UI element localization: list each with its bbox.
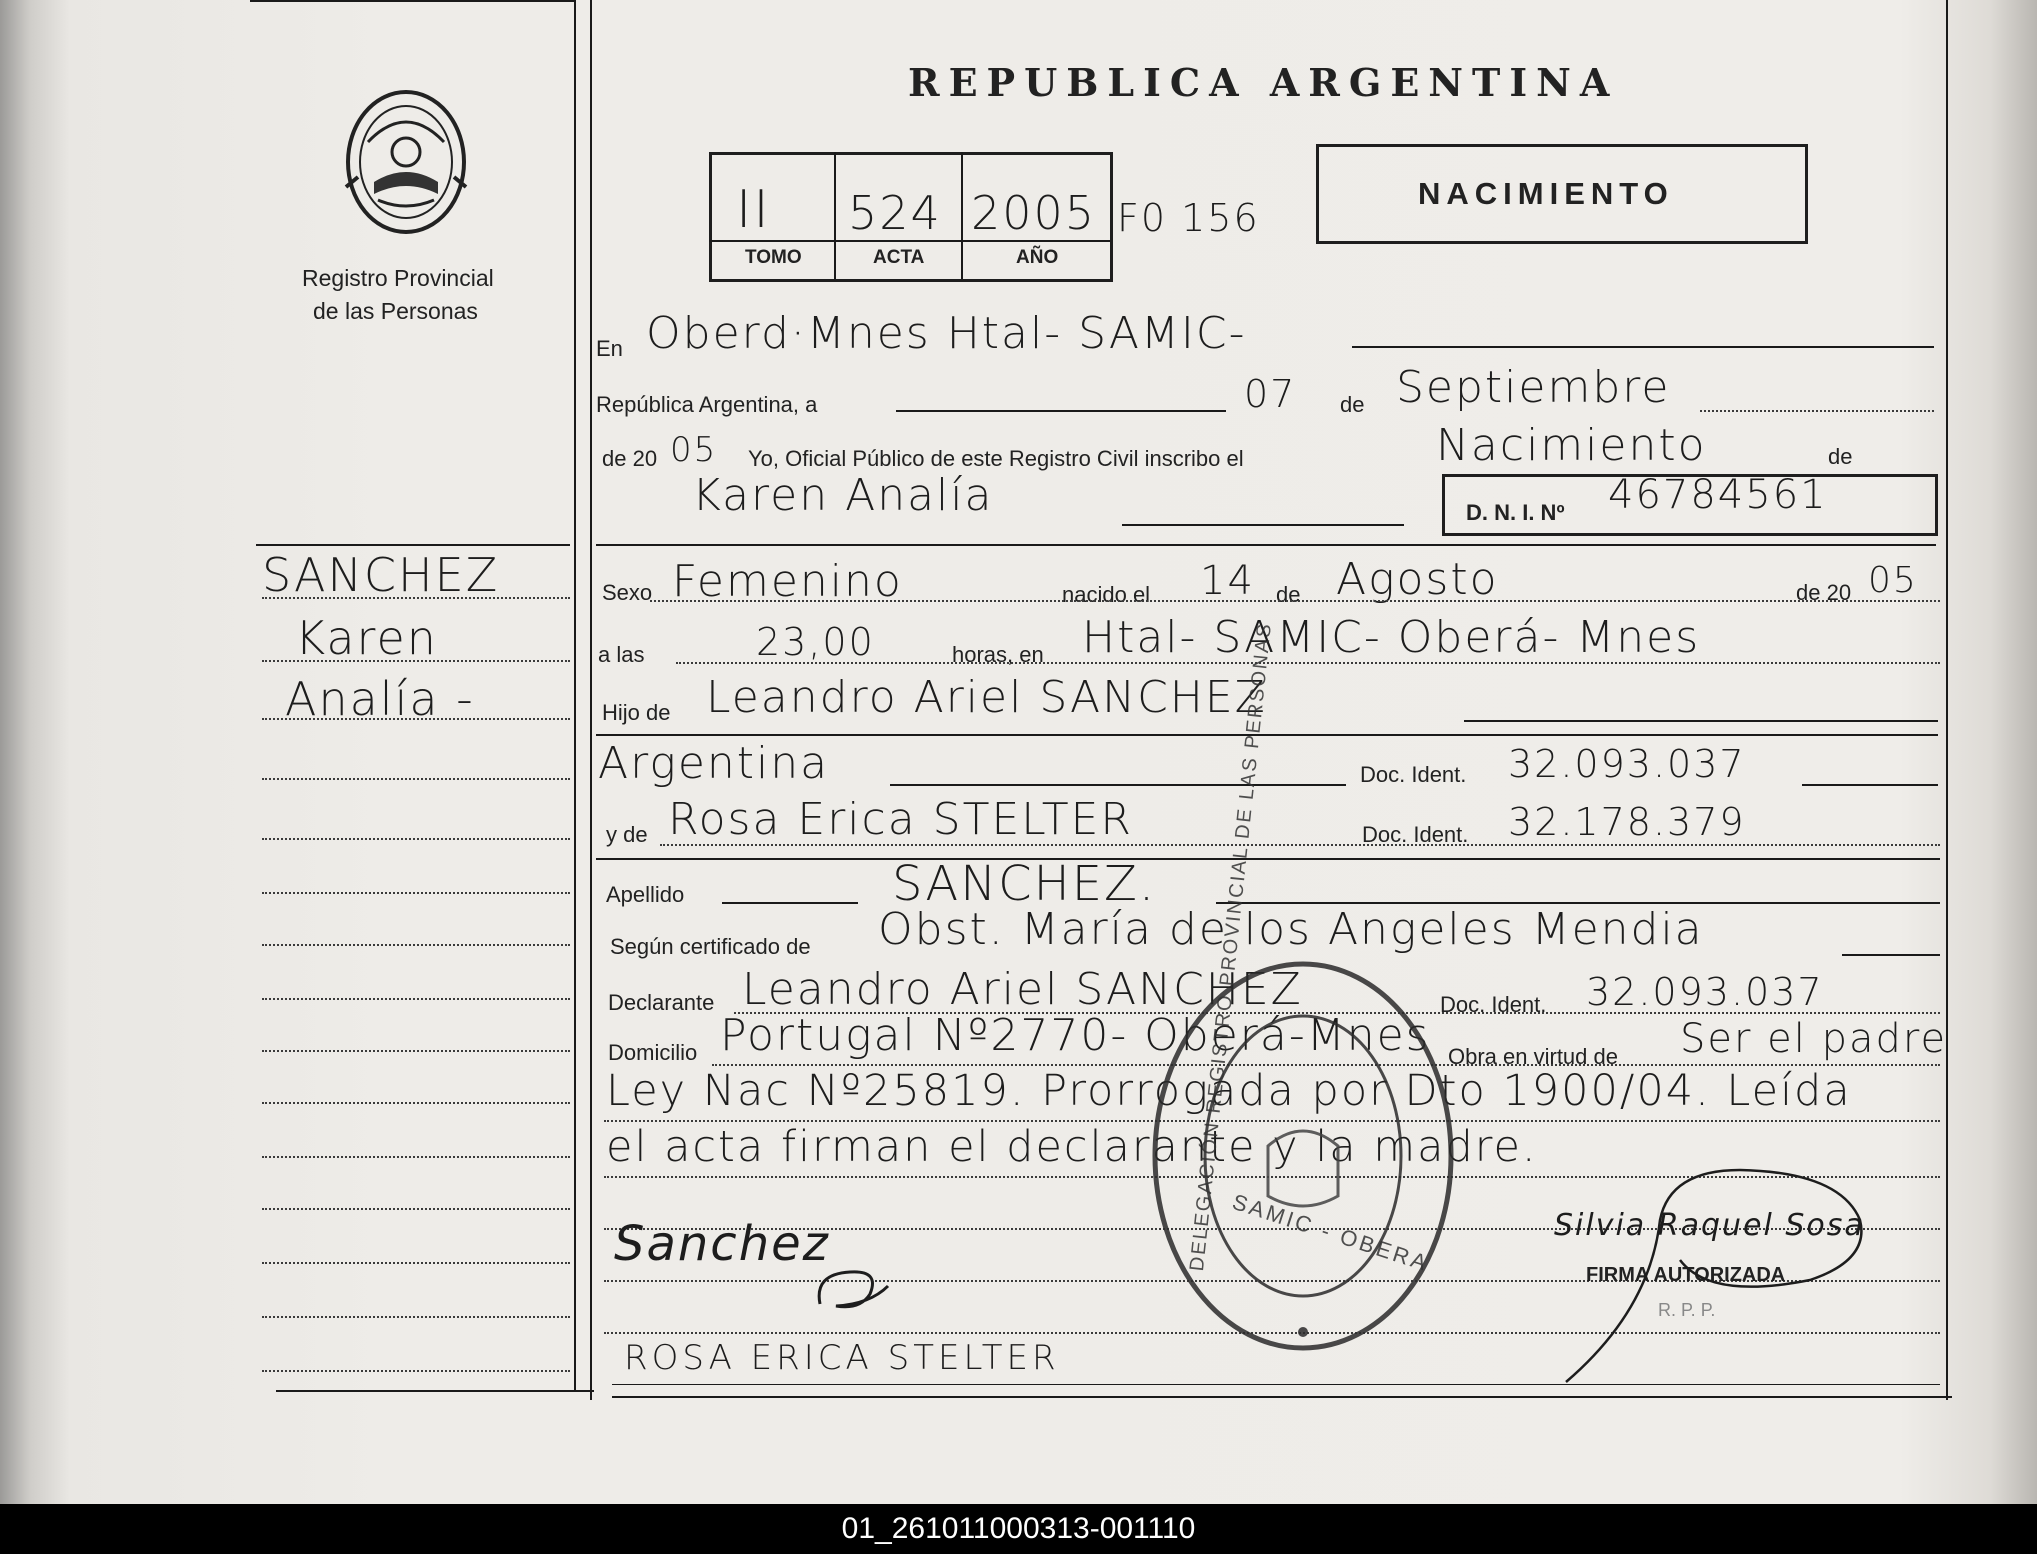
- margin-dotted-line-7: [262, 944, 570, 946]
- segun-underline: [1842, 954, 1940, 956]
- margin-dotted-line-15: [262, 1370, 570, 1372]
- mother-name: Rosa Erica STELTER: [668, 794, 1133, 845]
- registration-de-label: de: [1340, 392, 1365, 417]
- father-name: Leandro Ariel SANCHEZ: [706, 672, 1267, 723]
- birth-month: Agosto: [1336, 554, 1499, 605]
- record-id-label-rule: [709, 240, 1110, 242]
- declarant-signature-flourish: [810, 1264, 894, 1314]
- stamp-ring-text: DELEGACIÓN REGISTRO PROVINCIAL DE LAS PERSONAS: [1186, 621, 1277, 1273]
- certificate-issuer: Obst. María de los Angeles Mendia: [878, 904, 1704, 955]
- province-seal: [338, 82, 474, 240]
- country-title: REPUBLICA ARGENTINA: [908, 60, 1619, 105]
- margin-dotted-line-1: [262, 597, 570, 599]
- declarant-doc-label: Doc. Ident.: [1440, 992, 1547, 1017]
- sexo-underline: [650, 600, 1940, 602]
- sexo-label: Sexo: [602, 580, 653, 605]
- tomo-label: TOMO: [745, 247, 802, 268]
- margin-bottom-rule: [276, 1390, 594, 1392]
- margin-dotted-line-8: [262, 998, 570, 1000]
- child-name-underline: [1122, 524, 1404, 526]
- official-signature-name: Silvia Raquel Sosa: [1554, 1208, 1865, 1243]
- section-rule-1: [596, 544, 1936, 546]
- horas-label: horas, en: [952, 642, 1044, 667]
- section-rule-2: [596, 734, 1938, 736]
- margin-first-name: Karen: [295, 611, 438, 665]
- column-divider-left: [574, 0, 576, 1390]
- ano-value: 2005: [971, 186, 1097, 240]
- acta-value: 524: [848, 186, 942, 240]
- domicilio-label: Domicilio: [608, 1040, 698, 1065]
- nacido-label: nacido el: [1062, 582, 1151, 607]
- margin-dotted-line-11: [262, 1156, 570, 1158]
- registration-day: 07: [1244, 372, 1297, 416]
- official-signature-stroke: [1560, 1160, 1880, 1390]
- nationality-underline: [890, 784, 1346, 786]
- bottom-rule-inner: [612, 1384, 1940, 1385]
- declarant-name: Leandro Ariel SANCHEZ: [742, 964, 1303, 1015]
- declarante-label: Declarante: [608, 990, 715, 1015]
- folio-value: F0 156: [1117, 196, 1260, 240]
- declarant-signature: Sanchez: [614, 1216, 830, 1272]
- official-signature-title: FIRMA AUTORIZADA: [1586, 1264, 1786, 1286]
- record-type: NACIMIENTO: [1418, 176, 1674, 211]
- registry-stamp: [1148, 956, 1458, 1356]
- act-de-label: de: [1828, 444, 1853, 469]
- alas-underline: [676, 662, 1940, 664]
- dni-label: D. N. I. Nº: [1466, 500, 1565, 525]
- republica-label: República Argentina, a: [596, 392, 818, 417]
- registration-month-underline: [1700, 410, 1934, 412]
- registration-year: 05: [670, 430, 718, 470]
- ano-label: AÑO: [1016, 247, 1059, 268]
- child-name: Karen Analía: [692, 470, 994, 521]
- image-id-caption: 01_261011000313-001110: [0, 1504, 2037, 1554]
- registration-month: Septiembre: [1396, 362, 1671, 413]
- republica-underline: [896, 410, 1226, 412]
- birth-year-prefix: de 20: [1796, 580, 1852, 605]
- section-rule-3: [596, 858, 1940, 860]
- acta-label: ACTA: [873, 247, 925, 268]
- mother-label: y de: [606, 822, 648, 847]
- apellido-value: SANCHEZ.: [892, 856, 1157, 912]
- mother-doc: 32.178.379: [1508, 800, 1746, 844]
- hijo-label: Hijo de: [602, 700, 671, 725]
- mother-doc-label: Doc. Ident.: [1362, 822, 1469, 847]
- column-divider-right: [590, 0, 592, 1400]
- birth-hour: 23,00: [756, 620, 875, 664]
- margin-dotted-line-12: [262, 1208, 570, 1210]
- margin-dotted-line-2: [262, 660, 570, 662]
- margin-dotted-line-4: [262, 778, 570, 780]
- father-doc-label: Doc. Ident.: [1360, 762, 1467, 787]
- margin-dotted-line-6: [262, 892, 570, 894]
- top-edge-rule: [250, 0, 574, 2]
- birth-place: Htal- SAMIC- Oberá- Mnes: [1082, 612, 1701, 663]
- bottom-rule: [612, 1396, 1952, 1398]
- father-nationality: Argentina: [598, 738, 830, 789]
- margin-top-rule: [256, 544, 570, 546]
- margin-dotted-line-13: [262, 1262, 570, 1264]
- alas-label: a las: [598, 642, 645, 667]
- segun-label: Según certificado de: [610, 934, 811, 959]
- apellido-underline: [722, 902, 858, 904]
- declarant-doc: 32.093.037: [1586, 970, 1824, 1014]
- margin-middle-name: Analía -: [285, 672, 475, 726]
- birth-year: 05: [1868, 560, 1918, 601]
- birth-day: 14: [1200, 558, 1255, 604]
- registry-name-line2: de las Personas: [313, 298, 478, 324]
- registry-name-line1: Registro Provincial: [302, 265, 494, 291]
- sexo-value: Femenino: [672, 556, 903, 607]
- birth-de-label: de: [1276, 582, 1301, 607]
- tomo-value: II: [736, 180, 771, 240]
- en-label: En: [596, 336, 623, 361]
- apellido-label: Apellido: [606, 882, 685, 907]
- father-doc-underline: [1802, 784, 1938, 786]
- note-line-2: el acta firman el declarante y la madre.: [606, 1122, 1538, 1172]
- father-doc: 32.093.037: [1508, 742, 1746, 786]
- margin-dotted-line-9: [262, 1050, 570, 1052]
- margin-surname: SANCHEZ: [262, 548, 500, 602]
- official-statement: Yo, Oficial Público de este Registro Civil inscribo el: [748, 446, 1244, 471]
- en-value: Oberd·Mnes Htal- SAMIC-: [646, 308, 1247, 359]
- margin-dotted-line-3: [262, 718, 570, 720]
- margin-dotted-line-10: [262, 1102, 570, 1104]
- obra-value: Ser el padre: [1680, 1016, 1948, 1062]
- mother-signature: ROSA ERICA STELTER: [624, 1338, 1060, 1378]
- father-underline: [1464, 720, 1938, 722]
- margin-dotted-line-5: [262, 838, 570, 840]
- margin-dotted-line-14: [262, 1316, 570, 1318]
- en-underline: [1352, 346, 1934, 348]
- act-type: Nacimiento: [1436, 420, 1707, 471]
- obra-label: Obra en virtud de: [1448, 1044, 1618, 1069]
- record-id-divider-1: [834, 152, 836, 279]
- mother-underline: [660, 844, 1940, 846]
- dni-value: 46784561: [1608, 472, 1828, 518]
- form-right-border: [1946, 0, 1948, 1400]
- official-signature-org: R. P. P.: [1658, 1300, 1716, 1320]
- stamp-center-text: SAMIC - OBERA: [1229, 1188, 1433, 1277]
- address-value: Portugal Nº2770- Oberá-Mnes: [720, 1010, 1431, 1061]
- registration-year-prefix: de 20: [602, 446, 658, 471]
- record-id-divider-2: [961, 152, 963, 279]
- note-line-1: Ley Nac Nº25819. Prorrogada por Dto 1900/04. Leída: [606, 1066, 1852, 1116]
